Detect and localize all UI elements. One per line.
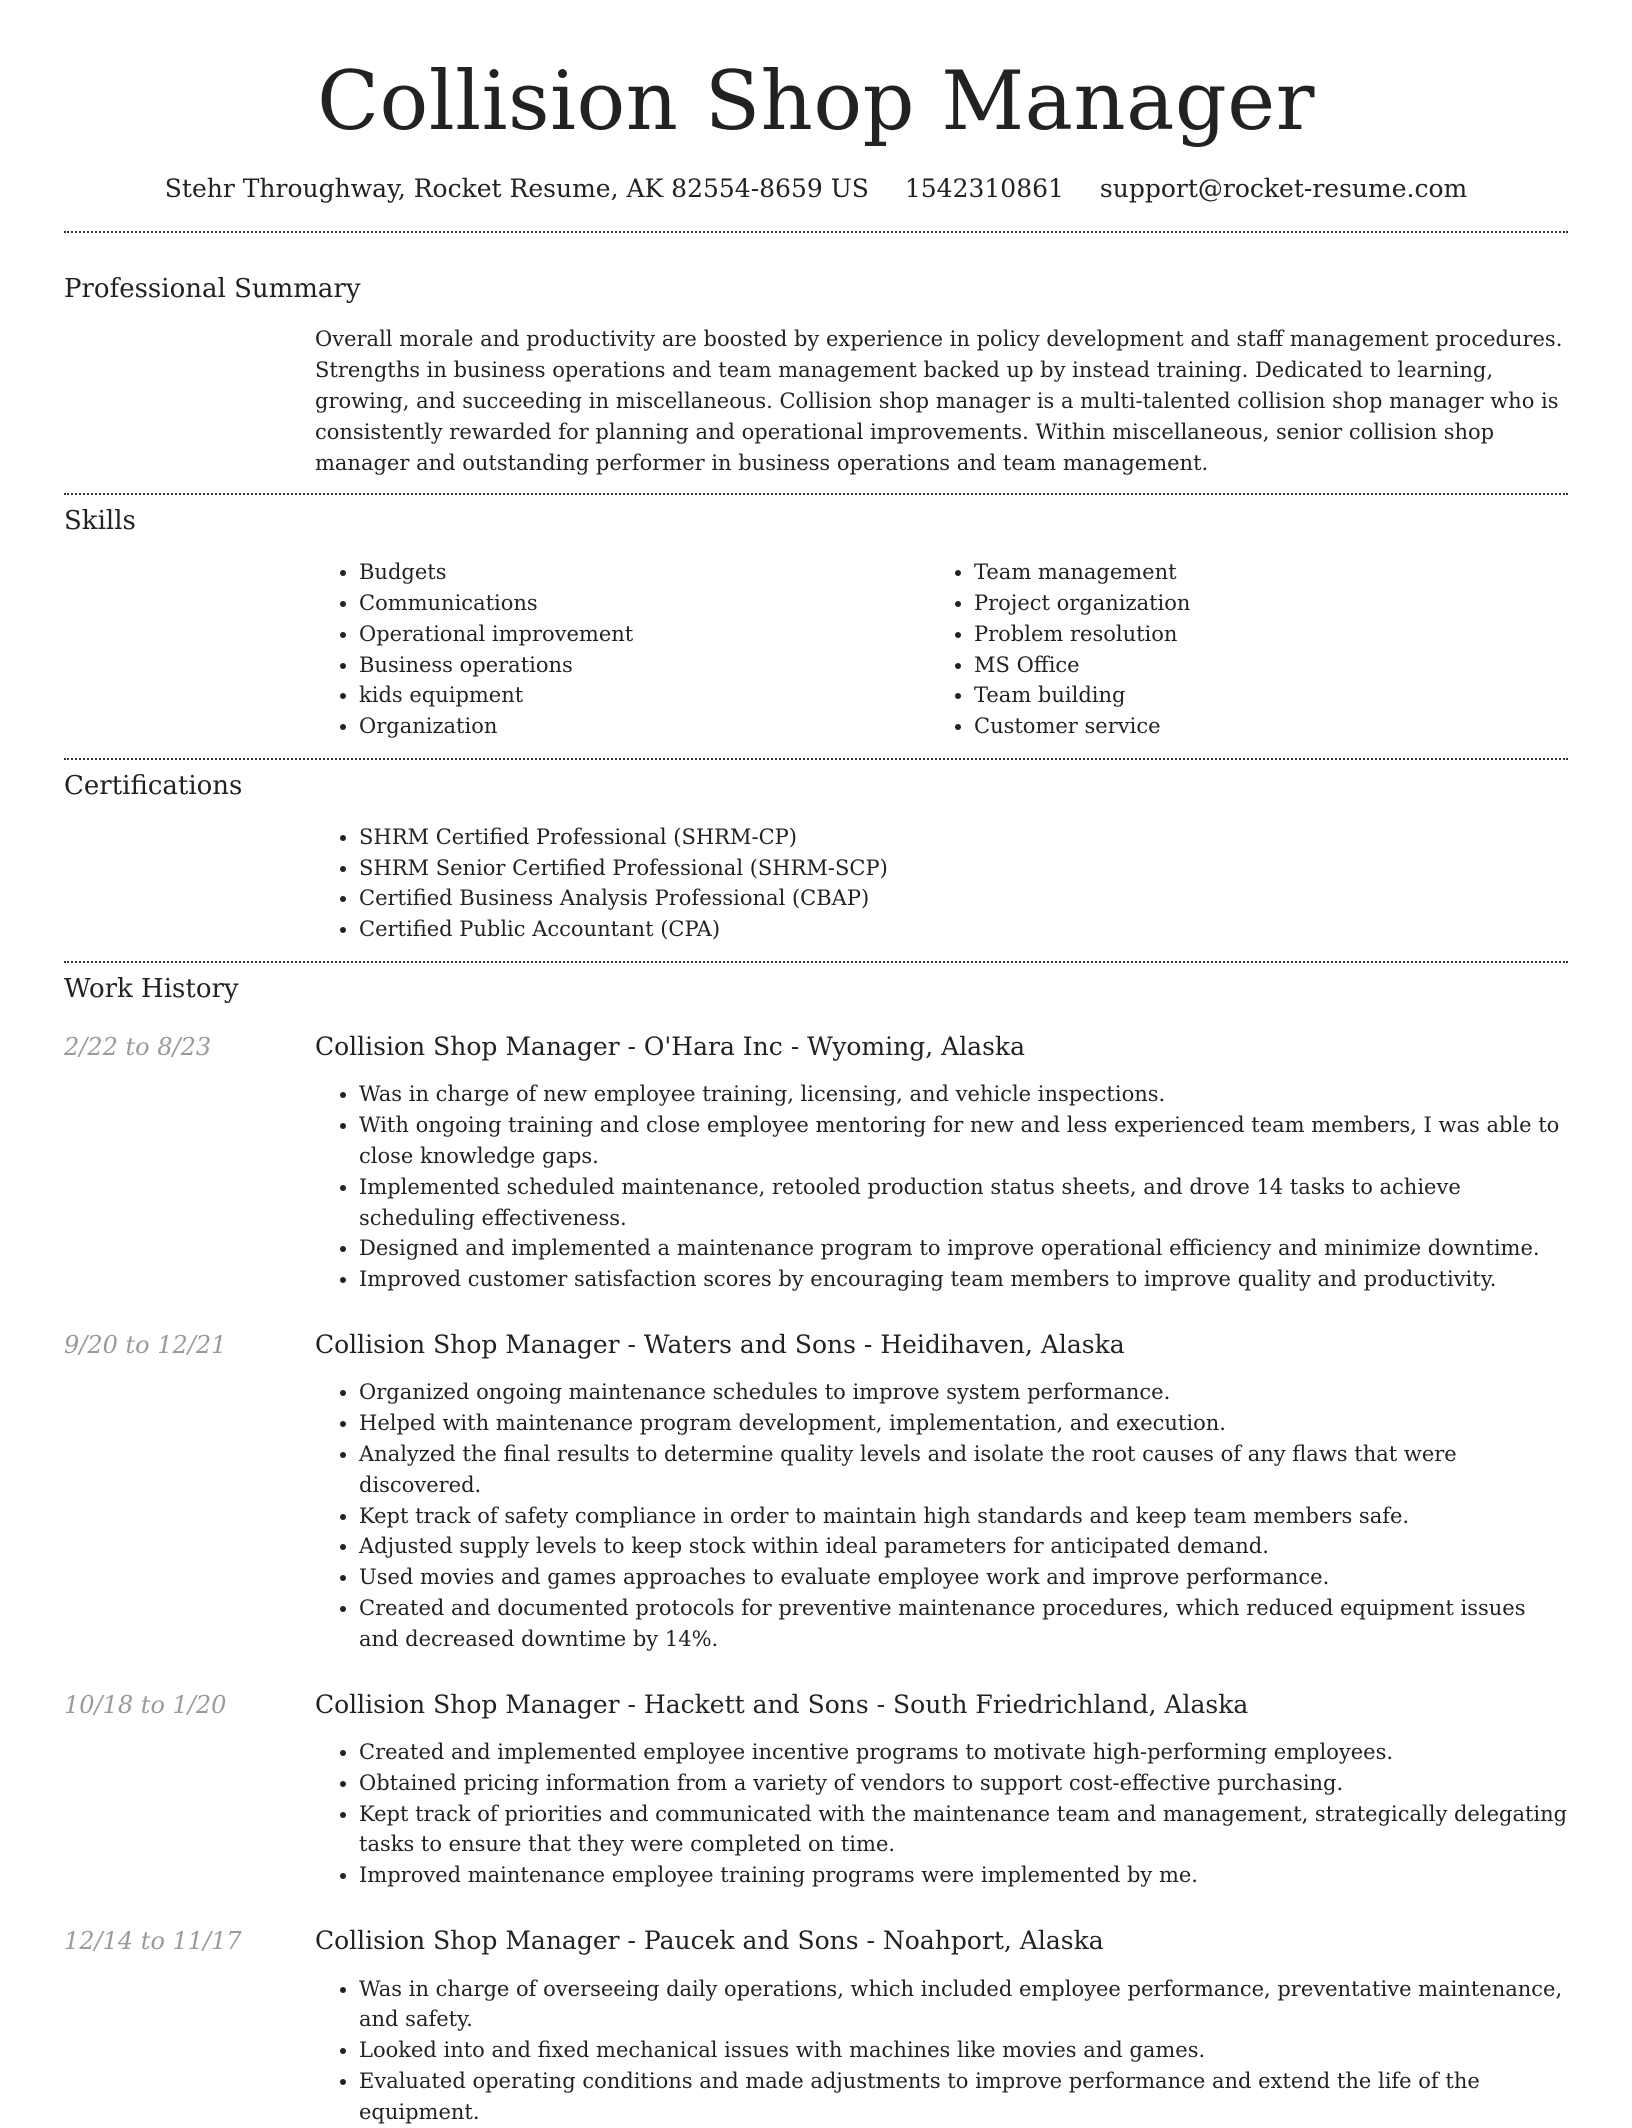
skill-item: • Customer service — [974, 711, 1545, 742]
divider — [64, 231, 1568, 233]
contact-phone: 1542310861 — [904, 174, 1064, 204]
job-bullet: • Used movies and games approaches to evaluate employee work and improve performance. — [359, 1562, 1568, 1593]
job-bullet-list — [315, 1079, 1568, 1295]
certifications-list — [315, 822, 1568, 945]
summary-text: Overall morale and productivity are boosted by experience in policy development and staff management procedures. Strengths in business operations and team management backed up by instead training. Dedicated to learning, growing, and succeeding in miscellaneous. Collision shop manager is a multi-talented collision shop manager who is consistently rewarded for planning and operational improvements. Within miscellaneous, senior collision shop manager and outstanding performer in business operations and team management. — [315, 327, 1563, 475]
skill-item: • Problem resolution — [974, 619, 1545, 650]
job-bullet-list — [315, 1377, 1568, 1654]
job-bullet: • Helped with maintenance program development, implementation, and execution. — [359, 1408, 1568, 1439]
skill-item: • MS Office — [974, 650, 1545, 681]
job-bullet: • Evaluated operating conditions and made adjustments to improve performance and extend the life of the equipment. — [359, 2066, 1568, 2128]
job-bullet: • Organized ongoing maintenance schedules to improve system performance. — [359, 1377, 1568, 1408]
skill-item: • Organization — [359, 711, 930, 742]
skills-section — [315, 557, 1568, 742]
certifications-section — [315, 822, 1568, 945]
job-header — [64, 1925, 1568, 1958]
job-entry — [64, 1329, 1568, 1655]
section-title-work-history: Work History — [64, 974, 239, 1005]
job-bullet: • Looked into and fixed mechanical issues with machines like movies and games. — [359, 2035, 1568, 2066]
skill-item: • Team building — [974, 680, 1545, 711]
divider — [64, 493, 1568, 495]
job-bullet-list — [315, 1974, 1568, 2128]
job-bullet: • Improved maintenance employee training programs were implemented by me. — [359, 1860, 1568, 1891]
contact-line — [64, 173, 1568, 206]
skill-item: • kids equipment — [359, 680, 930, 711]
skills-list-left — [315, 557, 930, 742]
job-entry — [64, 1689, 1568, 1891]
job-header — [64, 1689, 1568, 1722]
job-bullet: • Was in charge of new employee training, licensing, and vehicle inspections. — [359, 1079, 1568, 1110]
skill-item: • Business operations — [359, 650, 930, 681]
section-title-skills: Skills — [64, 506, 136, 537]
job-title: Collision Shop Manager - O'Hara Inc - Wyoming, Alaska — [315, 1031, 1025, 1061]
job-bullet: • Adjusted supply levels to keep stock within ideal parameters for anticipated demand. — [359, 1531, 1568, 1562]
job-dates: 2/22 to 8/23 — [64, 1032, 212, 1061]
job-bullet: • Kept track of priorities and communicated with the maintenance team and management, strategically delegating tasks to ensure that they were completed on time. — [359, 1799, 1568, 1861]
divider — [64, 961, 1568, 963]
divider — [64, 758, 1568, 760]
job-dates: 12/14 to 11/17 — [64, 1927, 242, 1956]
skill-item: • Project organization — [974, 588, 1545, 619]
candidate-name: Collision Shop Manager — [317, 55, 1315, 149]
certification-item: • SHRM Senior Certified Professional (SHRM-SCP) — [359, 853, 1568, 884]
job-dates: 10/18 to 1/20 — [64, 1690, 227, 1719]
skills-list-right — [930, 557, 1545, 742]
job-title: Collision Shop Manager - Waters and Sons - Heidihaven, Alaska — [315, 1329, 1125, 1359]
skill-item: • Communications — [359, 588, 930, 619]
job-bullet: • Designed and implemented a maintenance program to improve operational efficiency and minimize downtime. — [359, 1233, 1568, 1264]
contact-address: Stehr Throughway, Rocket Resume, AK 82554-8659 US — [164, 174, 869, 204]
skill-item: • Team management — [974, 557, 1545, 588]
section-title-summary: Professional Summary — [64, 273, 361, 304]
job-bullet: • With ongoing training and close employee mentoring for new and less experienced team members, I was able to close knowledge gaps. — [359, 1110, 1568, 1172]
job-bullet: • Created and implemented employee incentive programs to motivate high-performing employees. — [359, 1737, 1568, 1768]
resume-page — [64, 0, 1568, 2128]
section-title-certifications: Certifications — [64, 771, 243, 802]
job-dates: 9/20 to 12/21 — [64, 1330, 227, 1359]
work-history-list — [64, 1031, 1568, 2128]
job-entry — [64, 1031, 1568, 1295]
skill-item: • Budgets — [359, 557, 930, 588]
job-bullet: • Created and documented protocols for preventive maintenance procedures, which reduced equipment issues and decreased downtime by 14%. — [359, 1593, 1568, 1655]
certification-item: • Certified Public Accountant (CPA) — [359, 914, 1568, 945]
skill-item: • Operational improvement — [359, 619, 930, 650]
job-entry — [64, 1925, 1568, 2127]
job-bullet: • Was in charge of overseeing daily operations, which included employee performance, preventative maintenance, and safety. — [359, 1974, 1568, 2036]
job-header — [64, 1031, 1568, 1064]
job-title: Collision Shop Manager - Hackett and Sons - South Friedrichland, Alaska — [315, 1689, 1249, 1719]
job-header — [64, 1329, 1568, 1362]
job-bullet: • Obtained pricing information from a variety of vendors to support cost-effective purchasing. — [359, 1768, 1568, 1799]
certification-item: • Certified Business Analysis Professional (CBAP) — [359, 883, 1568, 914]
certification-item: • SHRM Certified Professional (SHRM-CP) — [359, 822, 1568, 853]
job-bullet-list — [315, 1737, 1568, 1891]
job-title: Collision Shop Manager - Paucek and Sons - Noahport, Alaska — [315, 1926, 1104, 1956]
job-bullet: • Implemented scheduled maintenance, retooled production status sheets, and drove 14 tasks to achieve scheduling effectiveness. — [359, 1172, 1568, 1234]
job-bullet: • Kept track of safety compliance in order to maintain high standards and keep team members safe. — [359, 1501, 1568, 1532]
job-bullet: • Analyzed the final results to determine quality levels and isolate the root causes of any flaws that were discovered. — [359, 1439, 1568, 1501]
contact-email: support@rocket-resume.com — [1099, 174, 1468, 204]
job-bullet: • Improved customer satisfaction scores by encouraging team members to improve quality and productivity. — [359, 1264, 1568, 1295]
